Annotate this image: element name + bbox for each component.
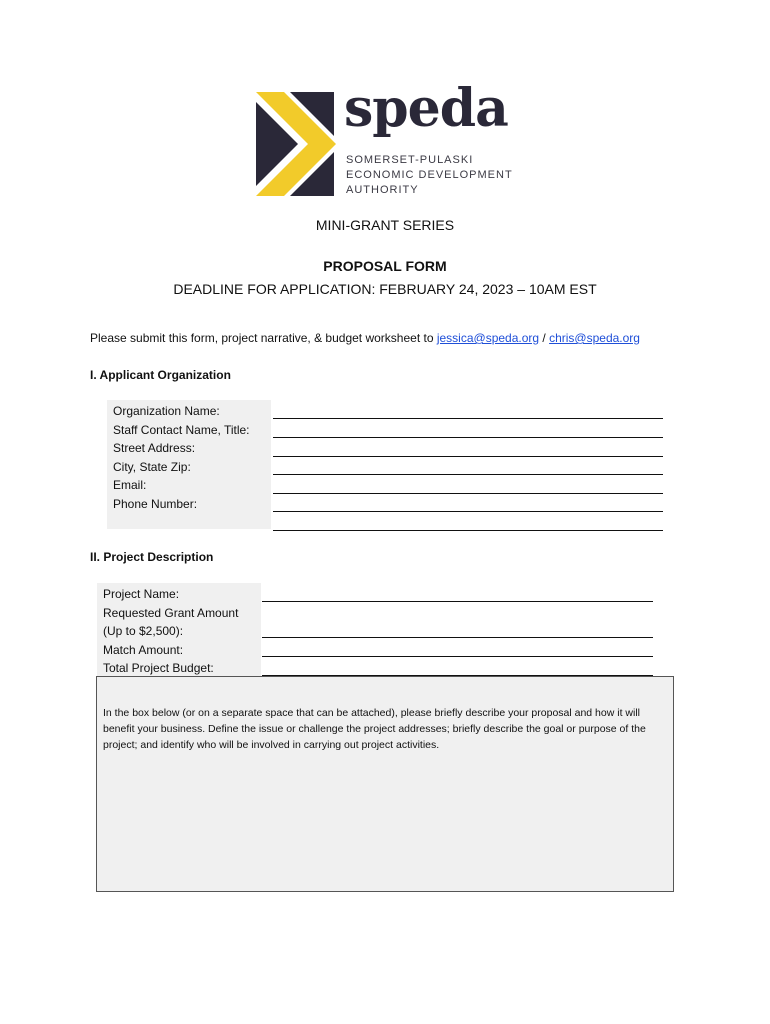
field-label-phone: Phone Number: [113, 496, 198, 511]
submit-text: Please submit this form, project narrative, & budget worksheet to [90, 331, 437, 345]
project-field-labels [97, 583, 261, 676]
logo-subtitle-line-1: SOMERSET-PULASKI [346, 154, 474, 166]
city-state-zip-line[interactable] [273, 474, 663, 475]
logo-subtitle-line-3: AUTHORITY [346, 184, 419, 196]
chevron-logo-icon [256, 92, 336, 196]
field-label-total-budget: Total Project Budget: [103, 661, 214, 675]
match-amount-line[interactable] [262, 656, 653, 657]
submit-instructions [90, 331, 640, 345]
email-link-chris[interactable]: chris@speda.org [549, 331, 640, 345]
speda-logo [256, 78, 516, 196]
staff-contact-line[interactable] [273, 437, 663, 438]
field-label-city-state-zip: City, State Zip: [113, 459, 191, 474]
phone-line[interactable] [273, 511, 663, 512]
section-project-heading: II. Project Description [90, 550, 214, 564]
email-separator: / [539, 331, 550, 345]
grant-amount-line[interactable] [262, 637, 653, 638]
project-name-line[interactable] [262, 601, 653, 602]
description-prompt: In the box below (or on a separate space that can be attached), please briefly describe your proposal and how it will benefit your business. Define the issue or challenge the project addresses; briefly describe the goal or purpose of the project; and identify who will be involved in carrying out project activities. [103, 707, 646, 751]
logo-wordmark: speda [344, 78, 508, 139]
field-label-grant-limit: (Up to $2,500): [103, 624, 184, 638]
field-label-requested-grant: Requested Grant Amount [103, 605, 239, 620]
org-name-line[interactable] [273, 418, 663, 419]
street-address-line[interactable] [273, 456, 663, 457]
field-label-street: Street Address: [113, 441, 196, 455]
form-title: PROPOSAL FORM [323, 258, 447, 274]
logo-subtitle-line-2: ECONOMIC DEVELOPMENT [346, 169, 513, 181]
field-label-match-amount: Match Amount: [103, 642, 184, 657]
field-label-email: Email: [113, 478, 147, 492]
extra-line[interactable] [273, 530, 663, 531]
email-link-jessica[interactable]: jessica@speda.org [436, 331, 540, 345]
field-label-project-name: Project Name: [103, 587, 180, 601]
series-title: MINI-GRANT SERIES [315, 217, 455, 233]
project-description-box[interactable] [96, 676, 674, 892]
field-label-org-name: Organization Name: [113, 404, 220, 418]
section-applicant-heading: I. Applicant Organization [90, 368, 231, 382]
email-line[interactable] [273, 493, 663, 494]
field-label-staff-contact: Staff Contact Name, Title: [113, 422, 250, 437]
applicant-field-labels [107, 400, 271, 529]
deadline-line: DEADLINE FOR APPLICATION: FEBRUARY 24, 2023 – 10AM EST [173, 281, 597, 297]
